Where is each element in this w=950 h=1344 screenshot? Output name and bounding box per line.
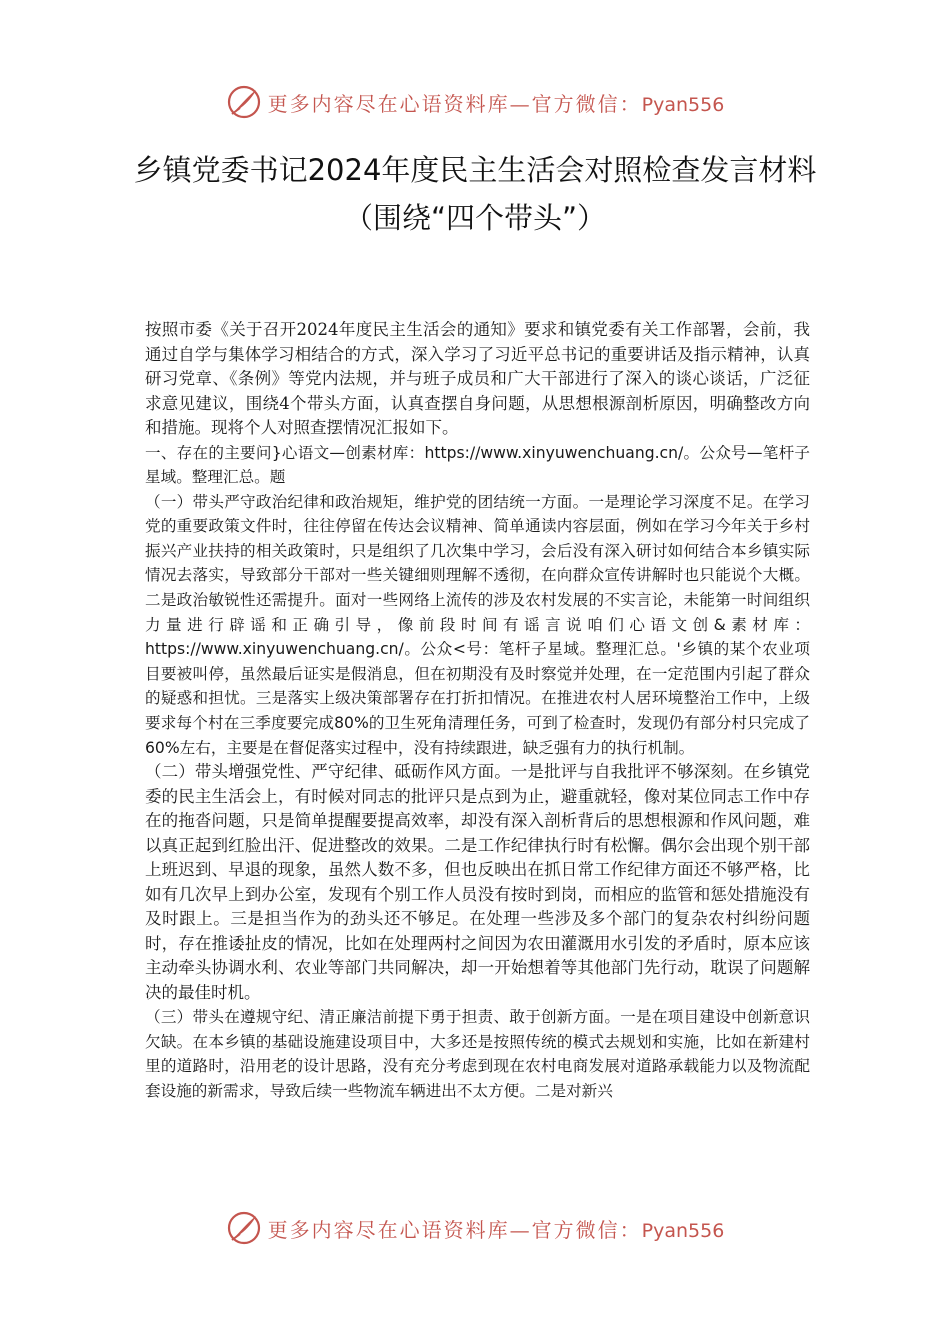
paragraph-party-spirit: （二）带头增强党性、严守纪律、砥砺作风方面。一是批评与自我批评不够深刻。在乡镇党委的民主生活会上，有时候对同志的批评只是点到为止，避重就轻，像对某位同志工作中存在的拖沓问题，只是简单提醒要提高效率，却没有深入剖析背后的思想根源和作风问题，难以真正起到红脸出汗、促进整改的效果。二是工作纪律执行时有松懈。偶尔会出现个别干部上班迟到、早退的现象，虽然人数不多，但也反映出在抓日常工作纪律方面还不够严格，比如有几次早上到办公室，发现有个别工作人员没有按时到岗，而相应的监管和惩处措施没有及时跟上。三是担当作为的劲头还不够足。在处理一些涉及多个部门的复杂农村纠纷问题时，存在推诿扯皮的情况，比如在处理两村之间因为农田灌溉用水引发的矛盾时，原本应该主动牵头协调水利、农业等部门共同解决，却一开始想着等其他部门先行动，耽误了问题解决的最佳时机。: [145, 762, 810, 1002]
section-heading-problems: 一、存在的主要问}心语文—创素材库：https://www.xinyuwenchuang.cn/。公众号—笔杆子星域。整理汇总。题: [145, 443, 810, 487]
document-body: [145, 318, 810, 1104]
intro-paragraph: 按照市委《关于召开2024年度民主生活会的通知》要求和镇党委有关工作部署，会前，我通过自学与集体学习相结合的方式，深入学习了习近平总书记的重要讲话及指示精神，认真研习党章、《条例》等党内法规，并与班子成员和广大干部进行了深入的谈心谈话，广泛征求意见建议，围绕4个带头方面，认真查摆自身问题，从思想根源剖析原因，明确整改方向和措施。现将个人对照查摆情况汇报如下。: [145, 320, 810, 437]
footer-watermark: [0, 1208, 950, 1248]
quill-logo-icon: [226, 1210, 262, 1246]
quill-logo-icon: [226, 84, 262, 120]
paragraph-political-discipline: （一）带头严守政治纪律和政治规矩，维护党的团结统一方面。一是理论学习深度不足。在学习党的重要政策文件时，往往停留在传达会议精神、简单通读内容层面，例如在学习今年关于乡村振兴产业扶持的相关政策时，只是组织了几次集中学习，会后没有深入研讨如何结合本乡镇实际情况去落实，导致部分干部对一些关键细则理解不透彻，在向群众宣传讲解时也只能说个大概。二是政治敏锐性还需提升。面对一些网络上流传的涉及农村发展的不实言论，未能第一时间组织力量进行辟谣和正确引导，像前段时间有谣言说咱们心语文创&素材库：https://www.xinyuwenchuang.cn/。公众<号：笔杆子星域。整理汇总。'乡镇的某个农业项目要被叫停，虽然最后证实是假消息，但在初期没有及时察觉并处理，在一定范围内引起了群众的疑惑和担忧。三是落实上级决策部署存在打折扣情况。在推进农村人居环境整治工作中，上级要求每个村在三季度要完成80%的卫生死角清理任务，可到了检查时，发现仍有部分村只完成了60%左右，主要是在督促落实过程中，没有持续跟进，缺乏强有力的执行机制。: [145, 492, 810, 757]
paragraph-integrity-innovation: （三）带头在遵规守纪、清正廉洁前提下勇于担责、敢于创新方面。一是在项目建设中创新意识欠缺。在本乡镇的基础设施建设项目中，大多还是按照传统的模式去规划和实施，比如在新建村里的道路时，沿用老的设计思路，没有充分考虑到现在农村电商发展对道路承载能力以及物流配套设施的新需求，导致后续一些物流车辆进出不太方便。二是对新兴: [145, 1008, 810, 1100]
header-watermark: [0, 82, 950, 122]
watermark-wechat-id: Pyan556: [641, 1219, 725, 1242]
document-title: 乡镇党委书记2024年度民主生活会对照检查发言材料（围绕“四个带头”）: [133, 153, 817, 235]
watermark-wechat-id: Pyan556: [641, 93, 725, 116]
watermark-text: 更多内容尽在心语资料库—官方微信：Pyan556: [267, 91, 725, 116]
watermark-text: 更多内容尽在心语资料库—官方微信：Pyan556: [267, 1217, 725, 1242]
